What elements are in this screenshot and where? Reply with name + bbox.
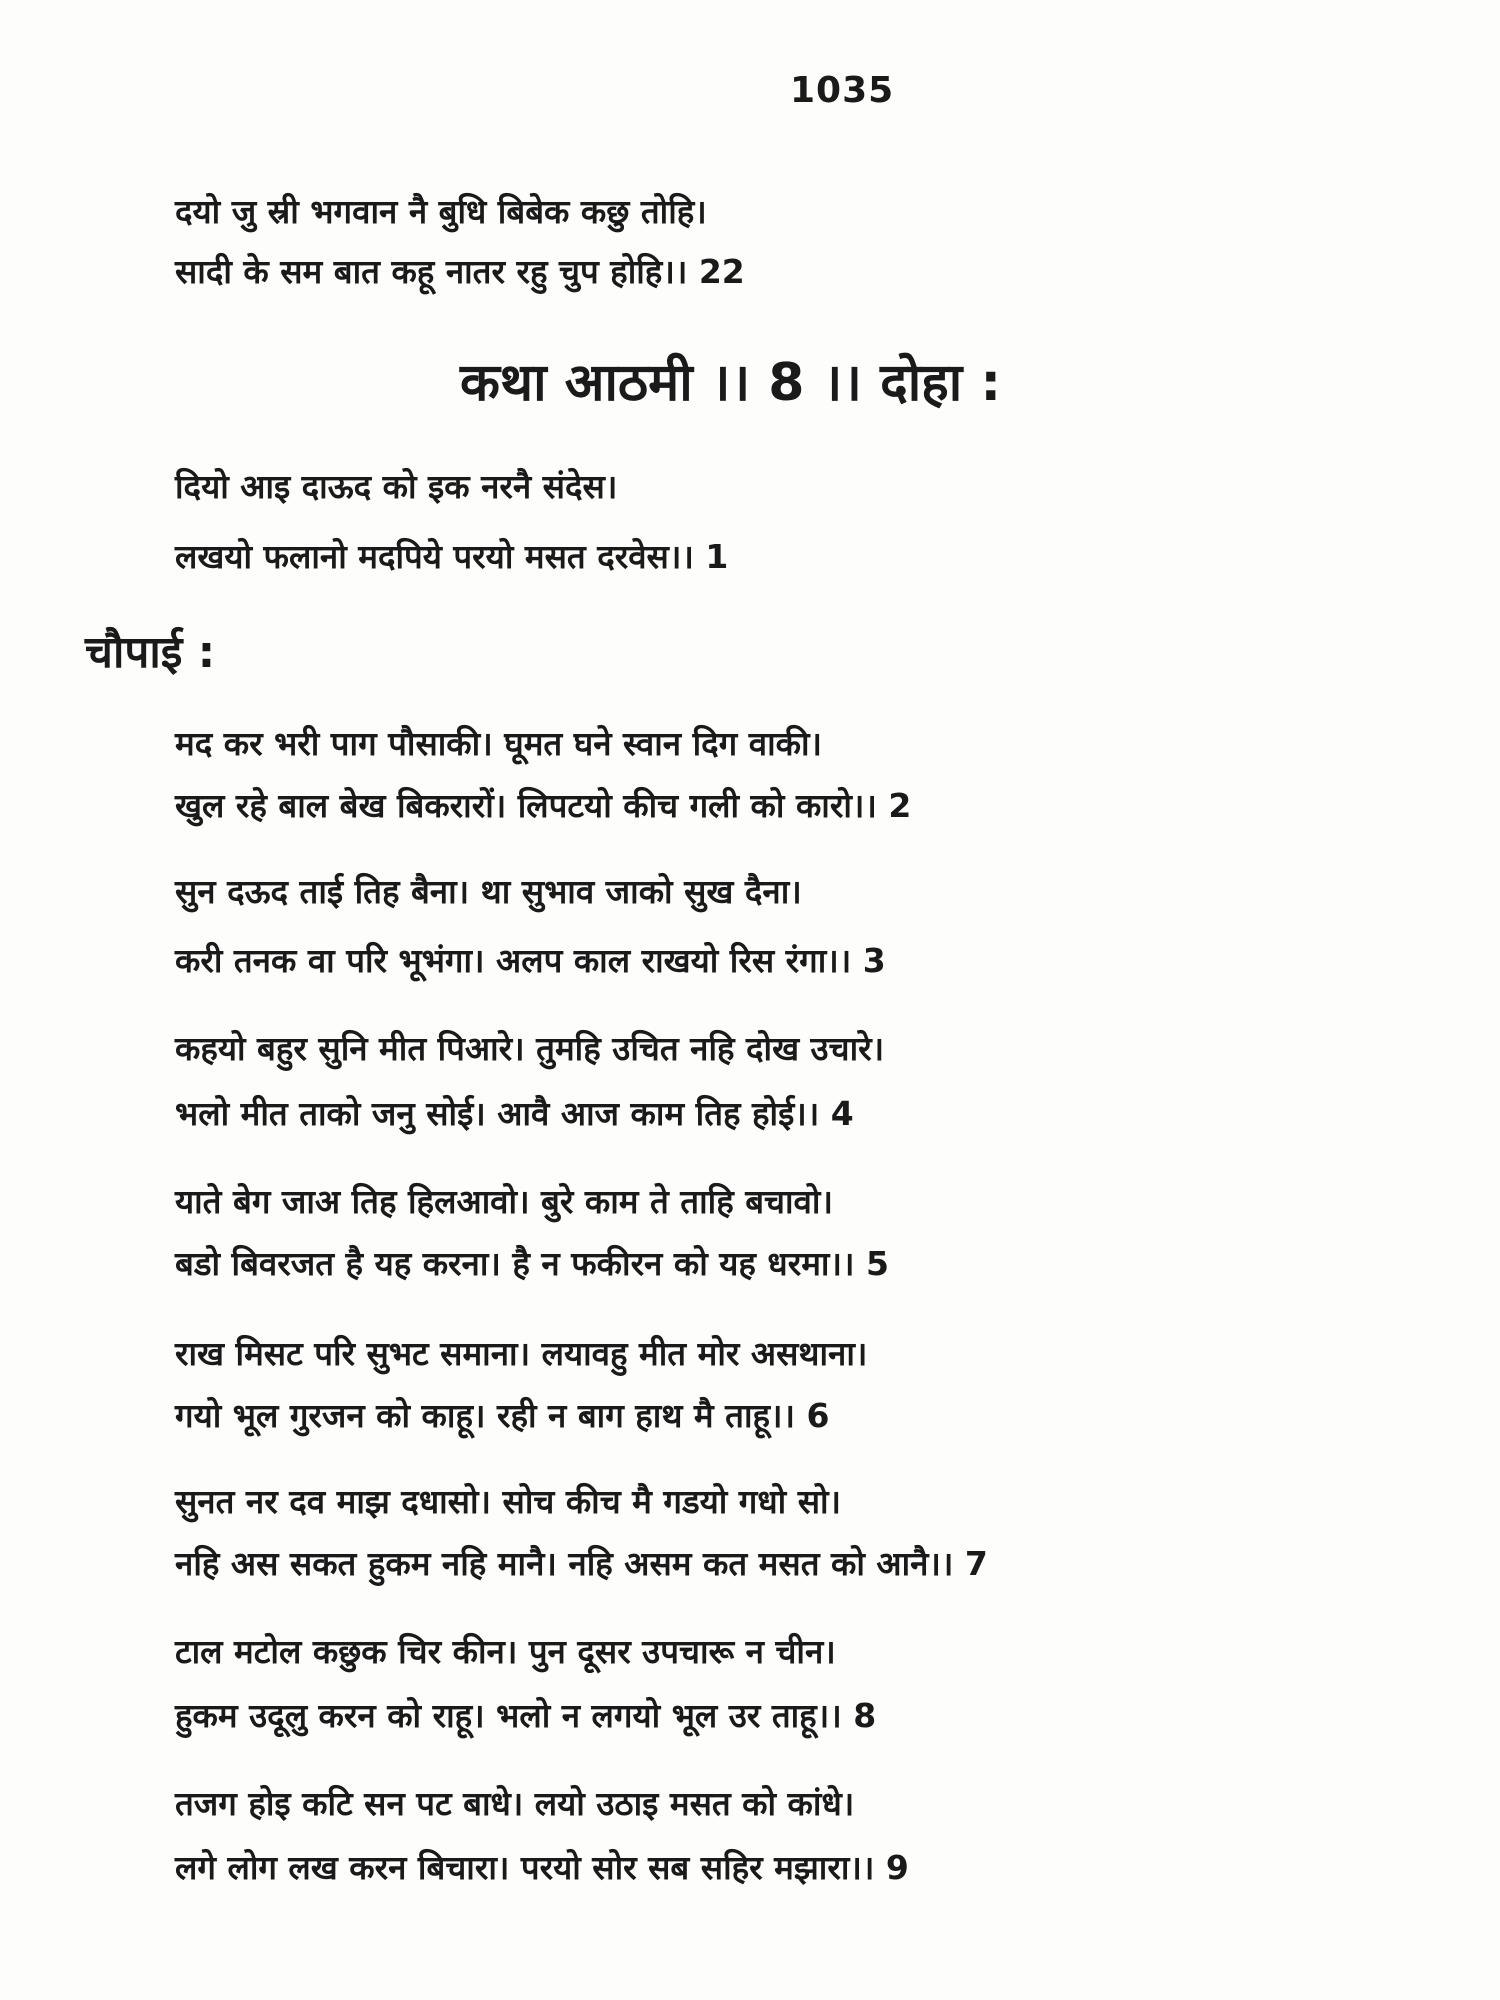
chaupai-heading: चौपाई : <box>85 627 216 678</box>
chaupai-line: करी तनक वा परि भूभंगा। अलप काल राखयो रिस रंगा।। 3 <box>175 941 886 980</box>
section-heading: कथा आठमी ।। 8 ।। दोहा : <box>460 353 1002 413</box>
chaupai-line: लगे लोग लख करन बिचारा। परयो सोर सब सहिर मझारा।। 9 <box>175 1848 909 1887</box>
chaupai-line: याते बेग जाअ तिह हिलआवो। बुरे काम ते ताहि बचावो। <box>175 1182 833 1221</box>
chaupai-line: बडो बिवरजत है यह करना। है न फकीरन को यह धरमा।। 5 <box>175 1244 889 1283</box>
chaupai-line: खुल रहे बाल बेख बिकरारों। लिपटयो कीच गली को कारो।। 2 <box>175 786 912 825</box>
chaupai-line: कहयो बहुर सुनि मीत पिआरे। तुमहि उचित नहि दोख उचारे। <box>175 1029 885 1068</box>
chaupai-line: हुकम उदूलु करन को राहू। भलो न लगयो भूल उर ताहू।। 8 <box>175 1696 877 1735</box>
chaupai-line: टाल मटोल कछुक चिर कीन। पुन दूसर उपचारू न चीन। <box>175 1632 836 1671</box>
chaupai-line: तजग होइ कटि सन पट बाधे। लयो उठाइ मसत को कांधे। <box>175 1784 855 1823</box>
chaupai-line: गयो भूल गुरजन को काहू। रही न बाग हाथ मै ताहू।। 6 <box>175 1396 830 1435</box>
doha-line: लखयो फलानो मदपिये परयो मसत दरवेस।। 1 <box>175 537 729 576</box>
chaupai-line: सुनत नर दव माझ दधासो। सोच कीच मै गडयो गधो सो। <box>175 1482 842 1521</box>
chaupai-line: सुन दऊद ताई तिह बैना। था सुभाव जाको सुख दैना। <box>175 872 802 911</box>
chaupai-line: नहि अस सकत हुकम नहि मानै। नहि असम कत मसत को आनै।। 7 <box>175 1544 988 1583</box>
intro-doha-line: दयो जु स्री भगवान नै बुधि बिबेक कछु तोहि। <box>175 192 707 231</box>
chaupai-line: राख मिसट परि सुभट समाना। लयावहु मीत मोर असथाना। <box>175 1334 868 1373</box>
chaupai-line: भलो मीत ताको जनु सोई। आवै आज काम तिह होई।। 4 <box>175 1094 854 1133</box>
doha-line: दियो आइ दाऊद को इक नरनै संदेस। <box>175 467 618 506</box>
intro-doha-line: सादी के सम बात कहू नातर रहु चुप होहि।। 22 <box>175 252 745 291</box>
chaupai-line: मद कर भरी पाग पौसाकी। घूमत घने स्वान दिग वाकी। <box>175 724 823 763</box>
page-number: 1035 <box>790 70 895 111</box>
